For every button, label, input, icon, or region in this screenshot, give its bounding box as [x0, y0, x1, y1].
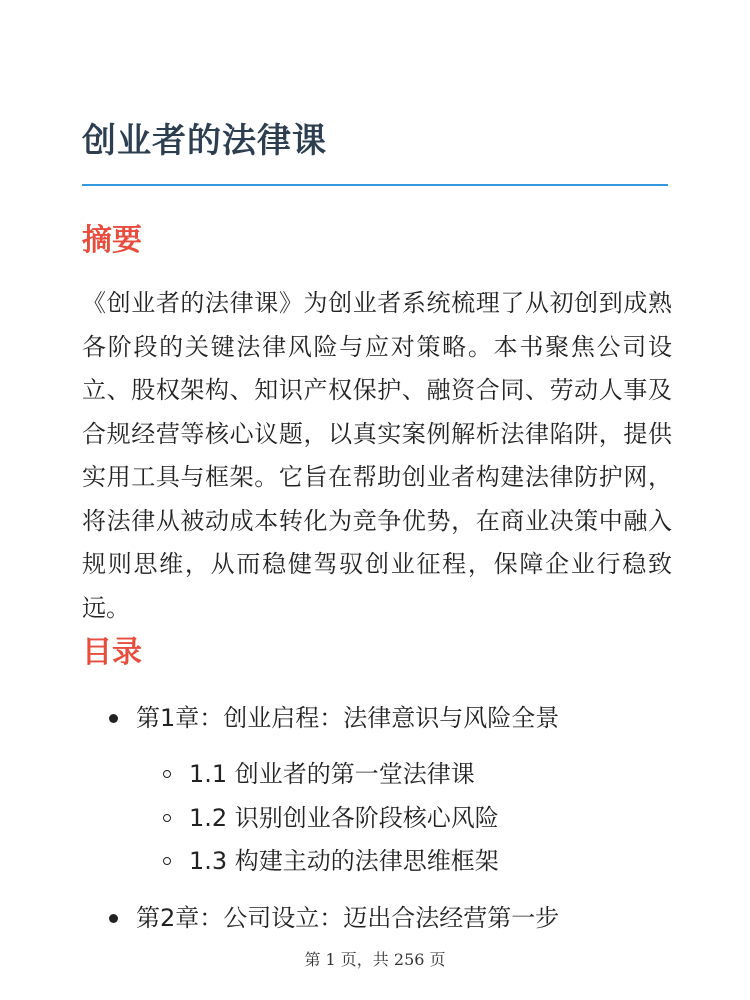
- toc-chapter-label: 第1章：创业启程：法律意识与风险全景: [136, 704, 560, 732]
- toc-chapter-1[interactable]: [136, 701, 559, 735]
- bullet-circle-icon: [163, 814, 171, 822]
- page-number-footer: 第 1 页，共 256 页: [304, 950, 446, 969]
- abstract-text: 《创业者的法律课》为创业者系统梳理了从初创到成熟各阶段的关键法律风险与应对策略。本书聚焦公司设立、股权架构、知识产权保护、融资合同、劳动人事及合规经营等核心议题，以真实案例解析法律陷阱，提供实用工具与框架。它旨在帮助创业者构建法律防护网，将法律从被动成本转化为竞争优势，在商业决策中融入规则思维，从而稳健驾驭创业征程，保障企业行稳致远。: [82, 289, 672, 622]
- bullet-circle-icon: [163, 770, 171, 778]
- toc-section-label: 1.1 创业者的第一堂法律课: [189, 760, 475, 788]
- toc-chapter-label: 第2章：公司设立：迈出合法经营第一步: [136, 904, 560, 932]
- abstract-heading: 摘要: [82, 223, 142, 258]
- bullet-disc-icon: [109, 914, 118, 923]
- toc-section-1-3[interactable]: [189, 844, 499, 878]
- title-divider: [82, 184, 668, 186]
- toc-section-1-2[interactable]: [189, 801, 499, 835]
- document-title: 创业者的法律课: [82, 121, 327, 161]
- toc-section-label: 1.2 识别创业各阶段核心风险: [189, 804, 499, 832]
- bullet-disc-icon: [109, 714, 118, 723]
- toc-chapter-2[interactable]: [136, 901, 559, 935]
- toc-heading: 目录: [82, 635, 142, 670]
- toc-section-1-1[interactable]: [189, 757, 475, 791]
- bullet-circle-icon: [163, 857, 171, 865]
- toc-section-label: 1.3 构建主动的法律思维框架: [189, 847, 499, 875]
